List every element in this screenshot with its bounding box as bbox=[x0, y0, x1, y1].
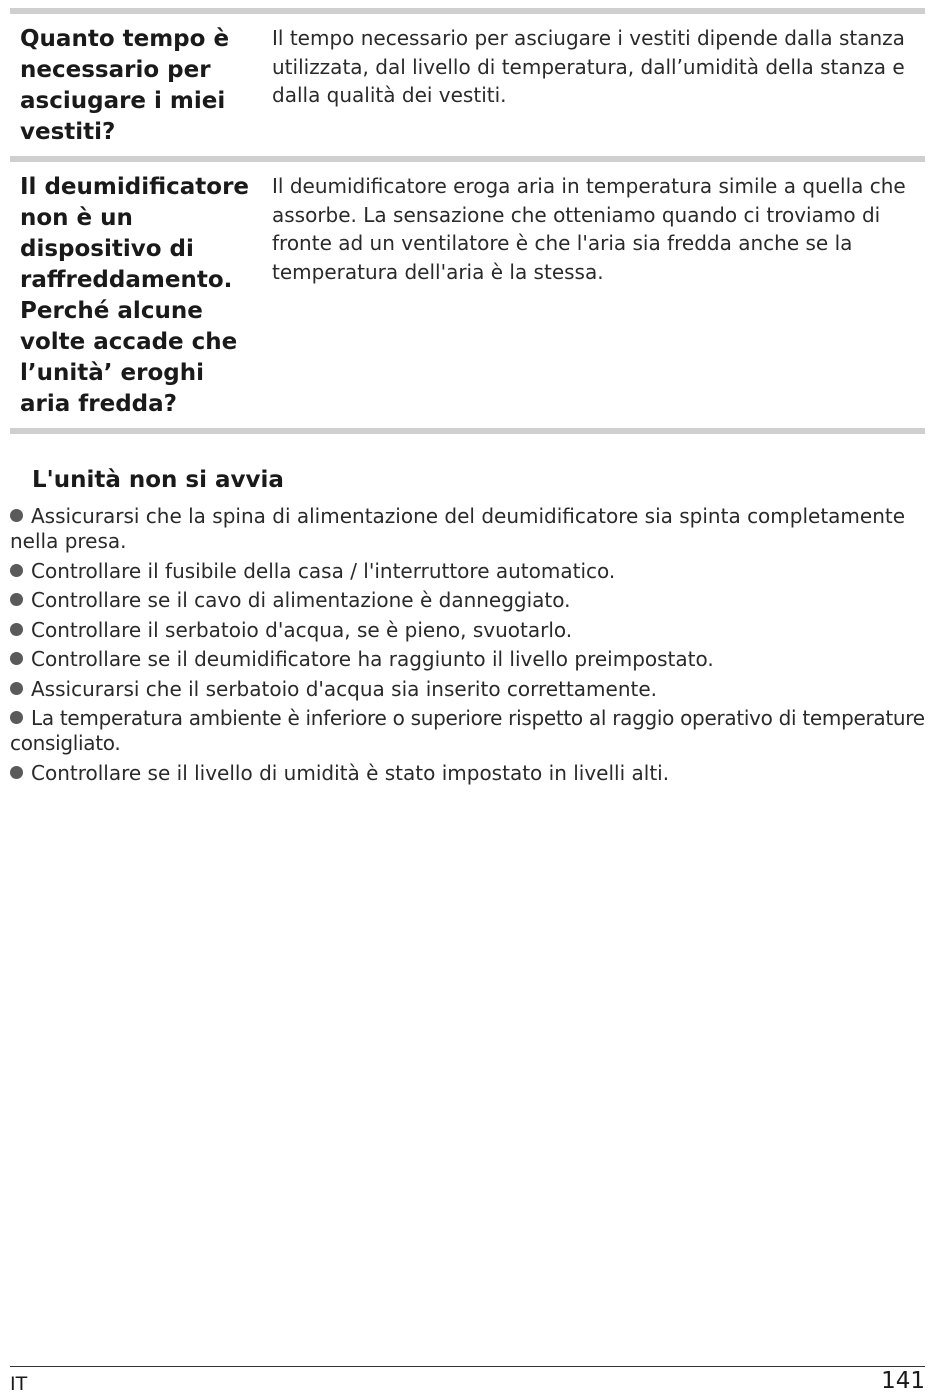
section-title: L'unità non si avvia bbox=[32, 467, 284, 493]
faq-row bbox=[10, 8, 925, 156]
table-divider bbox=[10, 428, 925, 434]
list-item-text: Controllare il fusibile della casa / l'interruttore automatico. bbox=[31, 558, 616, 583]
list-item bbox=[10, 618, 925, 643]
list-item bbox=[10, 588, 925, 613]
bullet-dot-icon bbox=[10, 564, 23, 577]
bullet-dot-icon bbox=[10, 593, 23, 606]
list-item bbox=[10, 559, 925, 584]
list-item-text: Assicurarsi che il serbatoio d'acqua sia inserito correttamente. bbox=[31, 676, 658, 701]
list-item-text: Controllare se il cavo di alimentazione è danneggiato. bbox=[31, 588, 571, 612]
list-item bbox=[10, 504, 925, 554]
faq-table bbox=[10, 8, 925, 434]
list-item bbox=[10, 761, 925, 786]
bullet-dot-icon bbox=[10, 509, 23, 522]
bullet-dot-icon bbox=[10, 711, 23, 724]
page-number: 141 bbox=[881, 1368, 925, 1394]
list-item bbox=[10, 677, 925, 702]
list-item bbox=[10, 647, 925, 672]
list-item-text: Assicurarsi che la spina di alimentazione del deumidificatore sia spinta completamente nella presa. bbox=[10, 504, 906, 553]
faq-question: Il deumidificatore non è un dispositivo di raffreddamento. Perché alcune volte accade che l’unità’ eroghi aria fredda? bbox=[20, 174, 250, 417]
list-item-text: Controllare se il deumidificatore ha raggiunto il livello preimpostato. bbox=[31, 647, 714, 671]
footer-language: IT bbox=[10, 1373, 28, 1395]
bullet-dot-icon bbox=[10, 623, 23, 636]
bullet-dot-icon bbox=[10, 766, 23, 779]
list-item-text: La temperatura ambiente è inferiore o superiore rispetto al raggio operativo di temperature consigliato. bbox=[10, 706, 925, 755]
bullet-dot-icon bbox=[10, 652, 23, 665]
bullet-dot-icon bbox=[10, 682, 23, 695]
bullet-list bbox=[10, 504, 925, 786]
troubleshooting-section bbox=[10, 463, 925, 790]
faq-answer: Il tempo necessario per asciugare i vestiti dipende dalla stanza utilizzata, dal livello di temperatura, dall’umidità della stanza e dalla qualità dei vestiti. bbox=[272, 26, 905, 107]
list-item-text: Controllare il serbatoio d'acqua, se è pieno, svuotarlo. bbox=[31, 617, 573, 642]
page-footer bbox=[10, 1366, 925, 1398]
faq-row bbox=[10, 156, 925, 428]
list-item-text: Controllare se il livello di umidità è stato impostato in livelli alti. bbox=[31, 760, 670, 785]
faq-answer: Il deumidificatore eroga aria in temperatura simile a quella che assorbe. La sensazione che otteniamo quando ci troviamo di fronte ad un ventilatore è che l'aria sia fredda anche se la temperatura dell'aria è la stessa. bbox=[272, 174, 906, 284]
list-item bbox=[10, 706, 925, 756]
faq-question: Quanto tempo è necessario per asciugare i miei vestiti? bbox=[20, 26, 230, 145]
